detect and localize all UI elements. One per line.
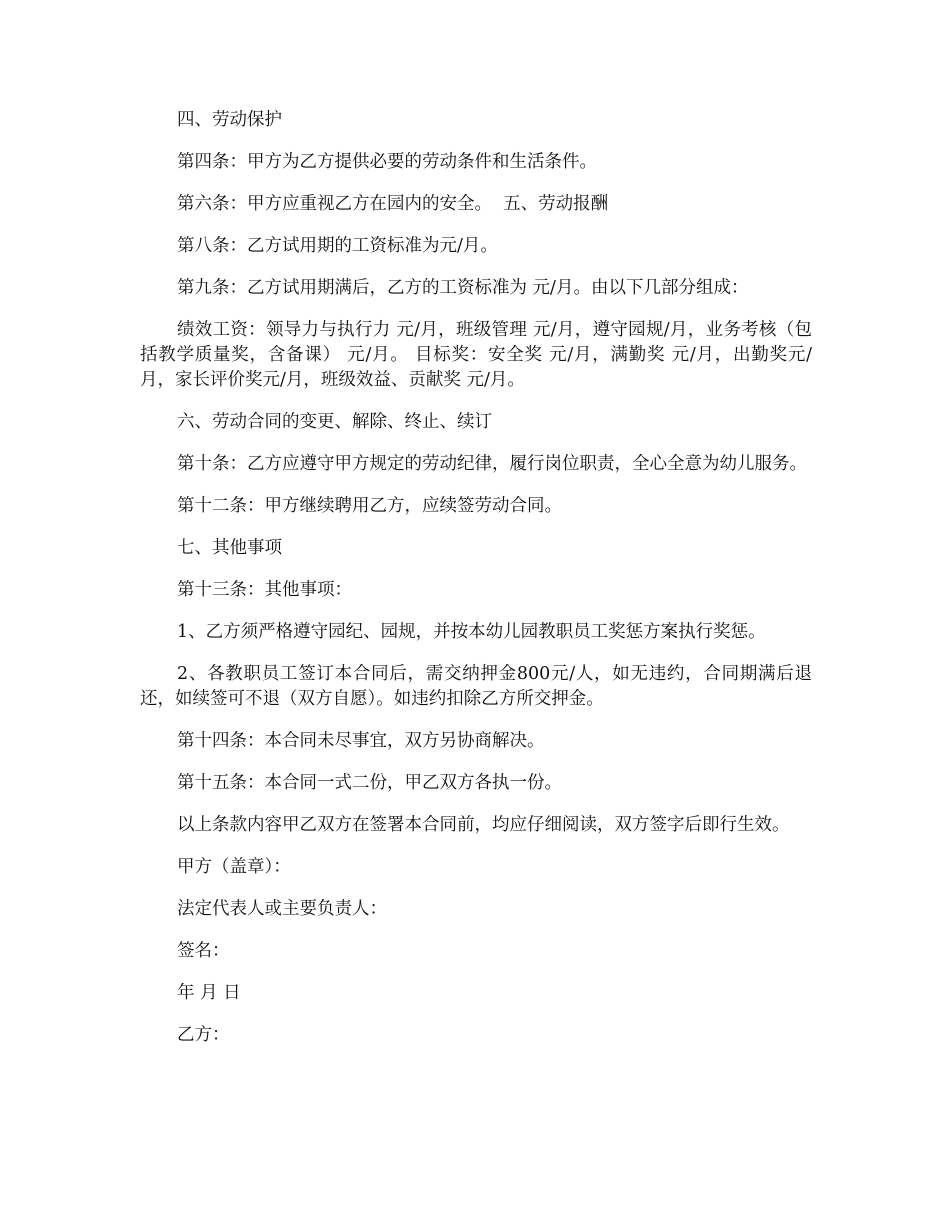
section-heading-contract-changes: 六、劳动合同的变更、解除、终止、续订 — [177, 412, 492, 432]
article-15: 第十五条：本合同一式二份，甲乙双方各执一份。 — [177, 773, 562, 793]
other-matter-2: 2、各教职员工签订本合同后，需交纳押金800元/人，如无违约，合同期满后退还，如续签可不退（双方自愿）。如违约扣除乙方所交押金。 — [140, 664, 812, 709]
document-body — [140, 108, 812, 1065]
article-13: 第十三条：其他事项： — [177, 580, 352, 600]
party-a-seal-line: 甲方（盖章）： — [177, 857, 291, 877]
party-b-line: 乙方： — [177, 1025, 230, 1045]
other-matter-1: 1、乙方须严格遵守园纪、园规，并按本幼儿园教职员工奖惩方案执行奖惩。 — [177, 622, 766, 642]
performance-salary-paragraph: 绩效工资：领导力与执行力 元/月，班级管理 元/月，遵守园规/月，业务考核（包括教学质量奖，含备课） 元/月。 目标奖：安全奖 元/月，满勤奖 元/月，出勤奖元/月，家长评价奖元/月，班级效益、贡献奖 元/月。 — [140, 320, 812, 390]
article-10: 第十条：乙方应遵守甲方规定的劳动纪律，履行岗位职责，全心全意为幼儿服务。 — [177, 454, 807, 474]
article-9: 第九条：乙方试用期满后，乙方的工资标准为 元/月。由以下几部分组成： — [177, 278, 749, 298]
article-6: 第六条：甲方应重视乙方在园内的安全。 五、劳动报酬 — [177, 194, 609, 214]
article-14: 第十四条：本合同未尽事宜，双方另协商解决。 — [177, 731, 545, 751]
section-heading-other-matters: 七、其他事项 — [177, 538, 282, 558]
legal-representative-line: 法定代表人或主要负责人： — [177, 899, 387, 919]
article-12: 第十二条：甲方继续聘用乙方，应续签劳动合同。 — [177, 496, 562, 516]
effectiveness-clause: 以上条款内容甲乙双方在签署本合同前，均应仔细阅读，双方签字后即行生效。 — [177, 815, 790, 835]
date-line: 年 月 日 — [177, 983, 241, 1003]
section-heading-labor-protection: 四、劳动保护 — [177, 110, 282, 130]
signature-line: 签名： — [177, 941, 230, 961]
article-8: 第八条：乙方试用期的工资标准为元/月。 — [177, 236, 498, 256]
article-4: 第四条：甲方为乙方提供必要的劳动条件和生活条件。 — [177, 152, 597, 172]
